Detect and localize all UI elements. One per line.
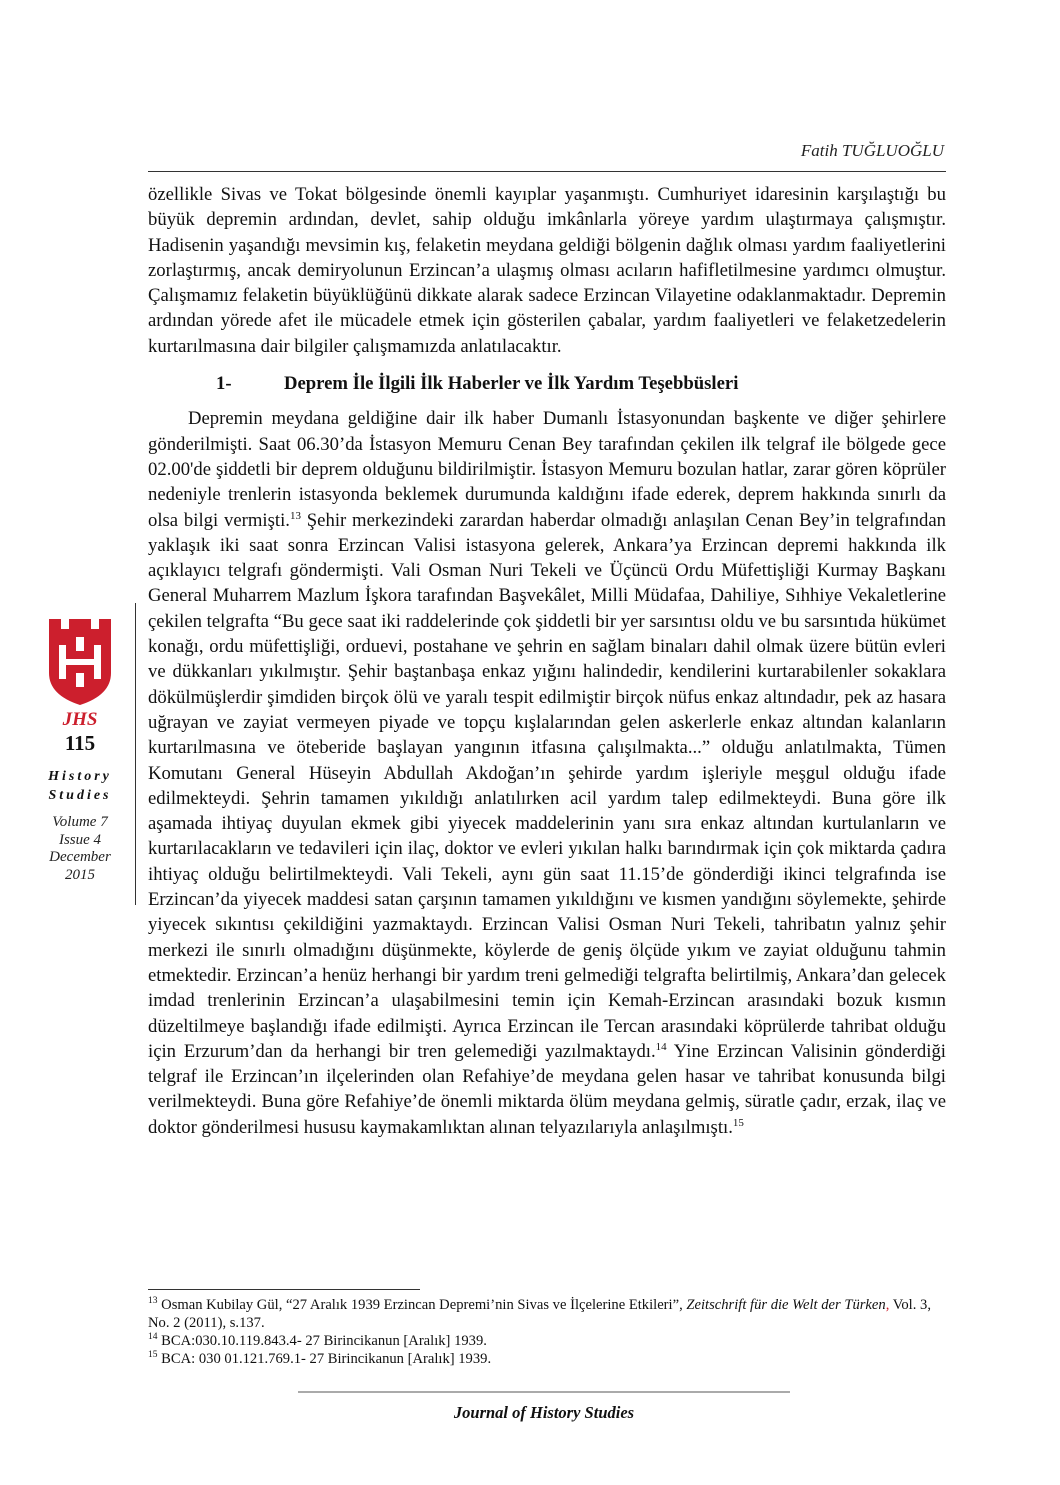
- section-title: Deprem İle İlgili İlk Haberler ve İlk Yardım Teşebbüsleri: [284, 373, 739, 395]
- jhs-logo-icon: [45, 615, 115, 707]
- issue-info: Volume 7 Issue 4 December 2015: [49, 814, 111, 883]
- journal-abbr: JHS: [62, 709, 98, 730]
- footer-journal-title: Journal of History Studies: [453, 1403, 635, 1422]
- footnotes: [148, 1296, 946, 1368]
- section-heading: [148, 371, 946, 396]
- body-paragraph: Depremin meydana geldiğine dair ilk haber Dumanlı İstasyonundan başkente ve diğer şehirlere gönderilmişti. Saat 06.30’da İstasyon Memuru Cenan Bey tarafından çekilen ilk telgraf ile bölgede gece 02.00'de şiddetli bir deprem olduğunu bildirilmiştir. İstasyon Memuru bozulan hatlar, zarar gören köprüler nedeniyle trenlerin istasyonda beklemek durumunda kaldığını ifade ederek, deprem hakkında sınırlı da olsa bilgi vermişti.$^{13}$ Şehir merkezindeki zarardan haberdar olmadığı anlaşılan Cenan Bey’in telgrafından yaklaşık iki saat sonra Erzincan Valisi istasyona gelerek, Ankara’ya Erzincan depremi hakkında ilk açıklayıcı telgrafı göndermişti. Vali Osman Nuri Tekeli ve Üçüncü Ordu Müfettişliği Kurmay Başkanı General Muharrem Mazlum İşkora tarafından Başvekâlet, Milli Müdafaa, Dahiliye, Sıhhiye Vekaletlerine çekilen telgrafta “Bu gece saat iki raddelerinde çok şiddetli bir yer sarsıntısı oldu ve bu sarsıntıda hükümet konağı, ordu müfettişliği, orduevi, postahane ve şehrin en sağlam binaları dahil olmak üzere bütün evleri ve dükkanları yıkılmıştır. Şehir baştanbaşa enkaz yığını halindedir, kendilerini kurtarabilenler sokaklara dökülmüşlerdir şimdiden birçok ölü ve yaralı tespit edilmiştir birçok nüfus enkaz altındadır, pek az hasara uğrayan ve zayiat vermeyen piyade ve topçu kışlalarından gelen askerlerle enkaz altından kalanların kurtarılmasına ve öteberide başlayan yangının itfasına çalışılmakta...” olduğu anlatılmakta, Tümen Komutanı General Hüseyin Abdullah Akdoğan’ın şehirde yardım işleriyle meşgul olduğu ifade edilmekteydi. Şehrin tamamen yıkıldığı anlatılırken acil yardım talep edilmekteydi. Buna göre ilk aşamada ihtiyaç duyulan ekmek gibi yiyecek maddelerinin yanı sıra enkaz altından kurtulanların ve kurtarılacakların ve tedavileri için ilaç, doktor ve evleri yıkılan halkı barındırmak için çok miktarda çadıra ihtiyaç olduğu belirtilmekteydi. Vali Tekeli, aynı gün saat 11.15’de gönderdiği ikinci telgrafında ise Erzincan’da yiyecek maddesi satan çarşının tamamen yıkıldığını ve kısmen yandığını söylemekte, şehirde yiyecek sıkıntısı çekildiğini yazmaktaydı. Erzincan Valisi Osman Nuri Tekeli, tahribatın yalnız şehir merkezi ile sınırlı olmadığını düşünmekte, köylerde de geniş ölçüde yıkım ve zayiat olduğunu tahmin etmektedir. Erzincan’a henüz herhangi bir yardım treni gelmediği telgrafta belirtilmiş, Ankara’dan gelecek imdad trenlerinin Erzincan’a ulaşabilmesini temin için Kemah-Erzincan arasındaki bozuk kısmın düzeltilmeye başlandığı ifade edilmişti. Ayrıca Erzincan ile Tercan arasındaki köprülerde tahribat olduğu için Erzurum’dan da herhangi bir tren gelemediği yazılmaktaydı.$^{14}$ Yine Erzincan Valisinin gönderdiği telgraf ile Erzincan’ın ilçelerinden olan Refahiye’de meydana gelen hasar ve tahribat konusunda bilgi verilmekteydi. Buna göre Refahiye’de önemli miktarda ölüm meydana gelmiş, süratle çadır, erzak, ilaç ve doktor gönderilmesi hususu kaymakamlıktan alınan telyazılarıyla anlaşılmıştı.$^{15}$: [148, 408, 946, 1138]
- footnote-14: $^{14}$ BCA:030.10.119.843.4- 27 Birincikanun [Aralık] 1939.: [148, 1332, 487, 1349]
- header-rule: [148, 171, 946, 172]
- sidebar-divider: [135, 603, 136, 905]
- footnote-ref-13[interactable]: 13: [289, 509, 301, 522]
- footer-rule: [298, 1391, 790, 1393]
- journal-name: History Studies: [48, 769, 112, 803]
- intro-paragraph: özellikle Sivas ve Tokat bölgesinde önemli kayıplar yaşanmıştı. Cumhuriyet idaresinin karşılaştığı bu büyük depremin ardından, devlet, sahip olduğu imkânlarla yöreye yardım ulaştırmaya çalışmıştır. Hadisenin yaşandığı mevsimin kış, felaketin meydana geldiği bölgenin dağlık olması yardım faaliyetlerini zorlaştırmış, ancak demiryolunun Erzincan’a ulaşmış olması acıların hafifletilmesine yardımcı olmuştur. Çalışmamız felaketin büyüklüğünü dikkate alarak sadece Erzincan Vilayetine odaklanmaktadır. Depremin ardından yörede afet ile mücadele etmek için gösterilen çabalar, yardım faaliyetleri ve felaketzedelerin kurtarılmasına dair bilgiler çalışmamızda anlatılacaktır.: [148, 184, 946, 357]
- main-text: [148, 182, 946, 1140]
- section-number: 1-: [216, 373, 232, 395]
- footnote-ref-15[interactable]: 15: [732, 1116, 744, 1129]
- footnote-13: $^{13}$ Osman Kubilay Gül, “27 Aralık 1939 Erzincan Depremi’nin Sivas ve İlçelerine Etkileri”, Zeitschrift für die Welt der Türken, Vol. 3, No. 2 (2011), s.137.: [148, 1296, 931, 1331]
- footnote-15: $^{15}$ BCA: 030 01.121.769.1- 27 Birincikanun [Aralık] 1939.: [148, 1350, 492, 1367]
- page-number: 115: [64, 731, 96, 755]
- journal-sidebar: [30, 615, 130, 884]
- running-header-author: Fatih TUĞLUOĞLU: [800, 141, 944, 160]
- footnote-rule: [148, 1289, 420, 1290]
- footnote-ref-14[interactable]: 14: [655, 1040, 667, 1053]
